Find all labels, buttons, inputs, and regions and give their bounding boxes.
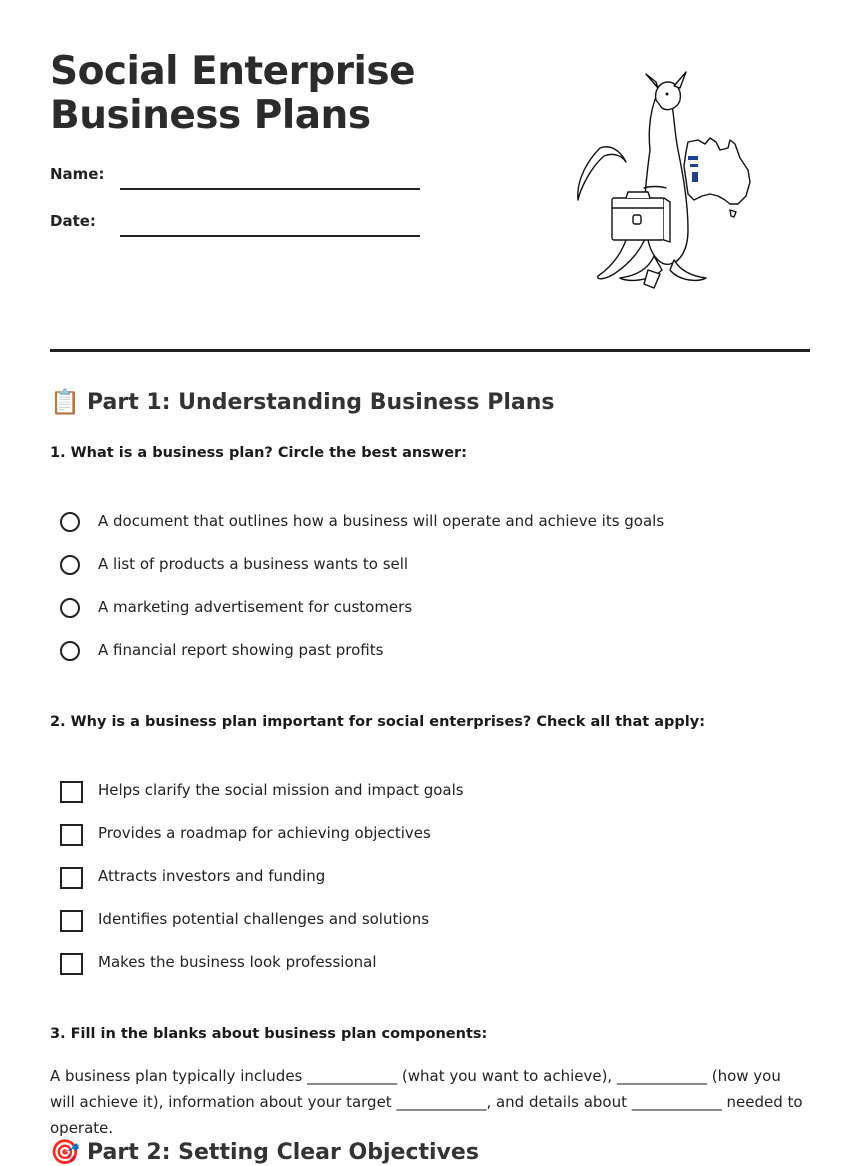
radio-circle[interactable] — [60, 641, 80, 661]
q2-option[interactable] — [60, 910, 800, 936]
q1-option[interactable] — [60, 555, 800, 581]
q2-option[interactable] — [60, 867, 800, 893]
checkbox[interactable] — [60, 781, 83, 803]
question-3-prompt: 3. Fill in the blanks about business plan components: — [50, 1026, 488, 1042]
q1-option-text: A marketing advertisement for customers — [98, 598, 413, 616]
title-line-2: Business Plans — [50, 93, 371, 138]
q1-option-text: A list of products a business wants to sell — [98, 555, 409, 573]
question-2-prompt: 2. Why is a business plan important for social enterprises? Check all that apply: — [50, 714, 706, 730]
q1-option[interactable] — [60, 598, 800, 624]
header-divider — [50, 349, 810, 352]
name-line[interactable] — [120, 188, 420, 190]
checkbox[interactable] — [60, 953, 83, 975]
q2-option-text: Helps clarify the social mission and impact goals — [98, 781, 464, 799]
q2-option-text: Identifies potential challenges and solutions — [98, 910, 430, 928]
checkbox[interactable] — [60, 824, 83, 846]
q1-option-text: A document that outlines how a business will operate and achieve its goals — [98, 512, 665, 530]
question-1-prompt: 1. What is a business plan? Circle the best answer: — [50, 445, 467, 461]
date-label: Date: — [50, 212, 96, 230]
q1-option[interactable] — [60, 512, 800, 538]
q1-option[interactable] — [60, 641, 800, 667]
part-2-heading — [50, 1138, 479, 1166]
q1-option-text: A financial report showing past profits — [98, 641, 384, 659]
fill-in-blanks-paragraph: A business plan typically includes ____________ (what you want to achieve), ____________ (how you will achieve it), information about your target ____________, and details about ____________ needed to operate. — [50, 1067, 803, 1137]
part-1-heading-text: Part 1: Understanding Business Plans — [87, 389, 555, 415]
date-line[interactable] — [120, 235, 420, 237]
checkbox[interactable] — [60, 910, 83, 932]
target-icon: 🎯 — [50, 1138, 80, 1166]
checkbox[interactable] — [60, 867, 83, 889]
q2-option[interactable] — [60, 781, 800, 807]
part-1-heading — [50, 388, 554, 416]
name-field — [50, 165, 430, 195]
q2-option-text: Provides a roadmap for achieving objectives — [98, 824, 431, 842]
q2-option-text: Attracts investors and funding — [98, 867, 326, 885]
part-2-heading-text: Part 2: Setting Clear Objectives — [87, 1139, 479, 1165]
title-line-1: Social Enterprise — [50, 49, 416, 94]
radio-circle[interactable] — [60, 555, 80, 575]
clipboard-icon: 📋 — [50, 388, 80, 416]
page-title — [50, 50, 415, 138]
name-label: Name: — [50, 165, 105, 183]
q2-option[interactable] — [60, 824, 800, 850]
radio-circle[interactable] — [60, 598, 80, 618]
q2-option-text: Makes the business look professional — [98, 953, 377, 971]
radio-circle[interactable] — [60, 512, 80, 532]
q2-option[interactable] — [60, 953, 800, 979]
date-field — [50, 212, 430, 242]
kangaroo-icon — [570, 70, 760, 295]
worksheet-page — [50, 0, 810, 1166]
